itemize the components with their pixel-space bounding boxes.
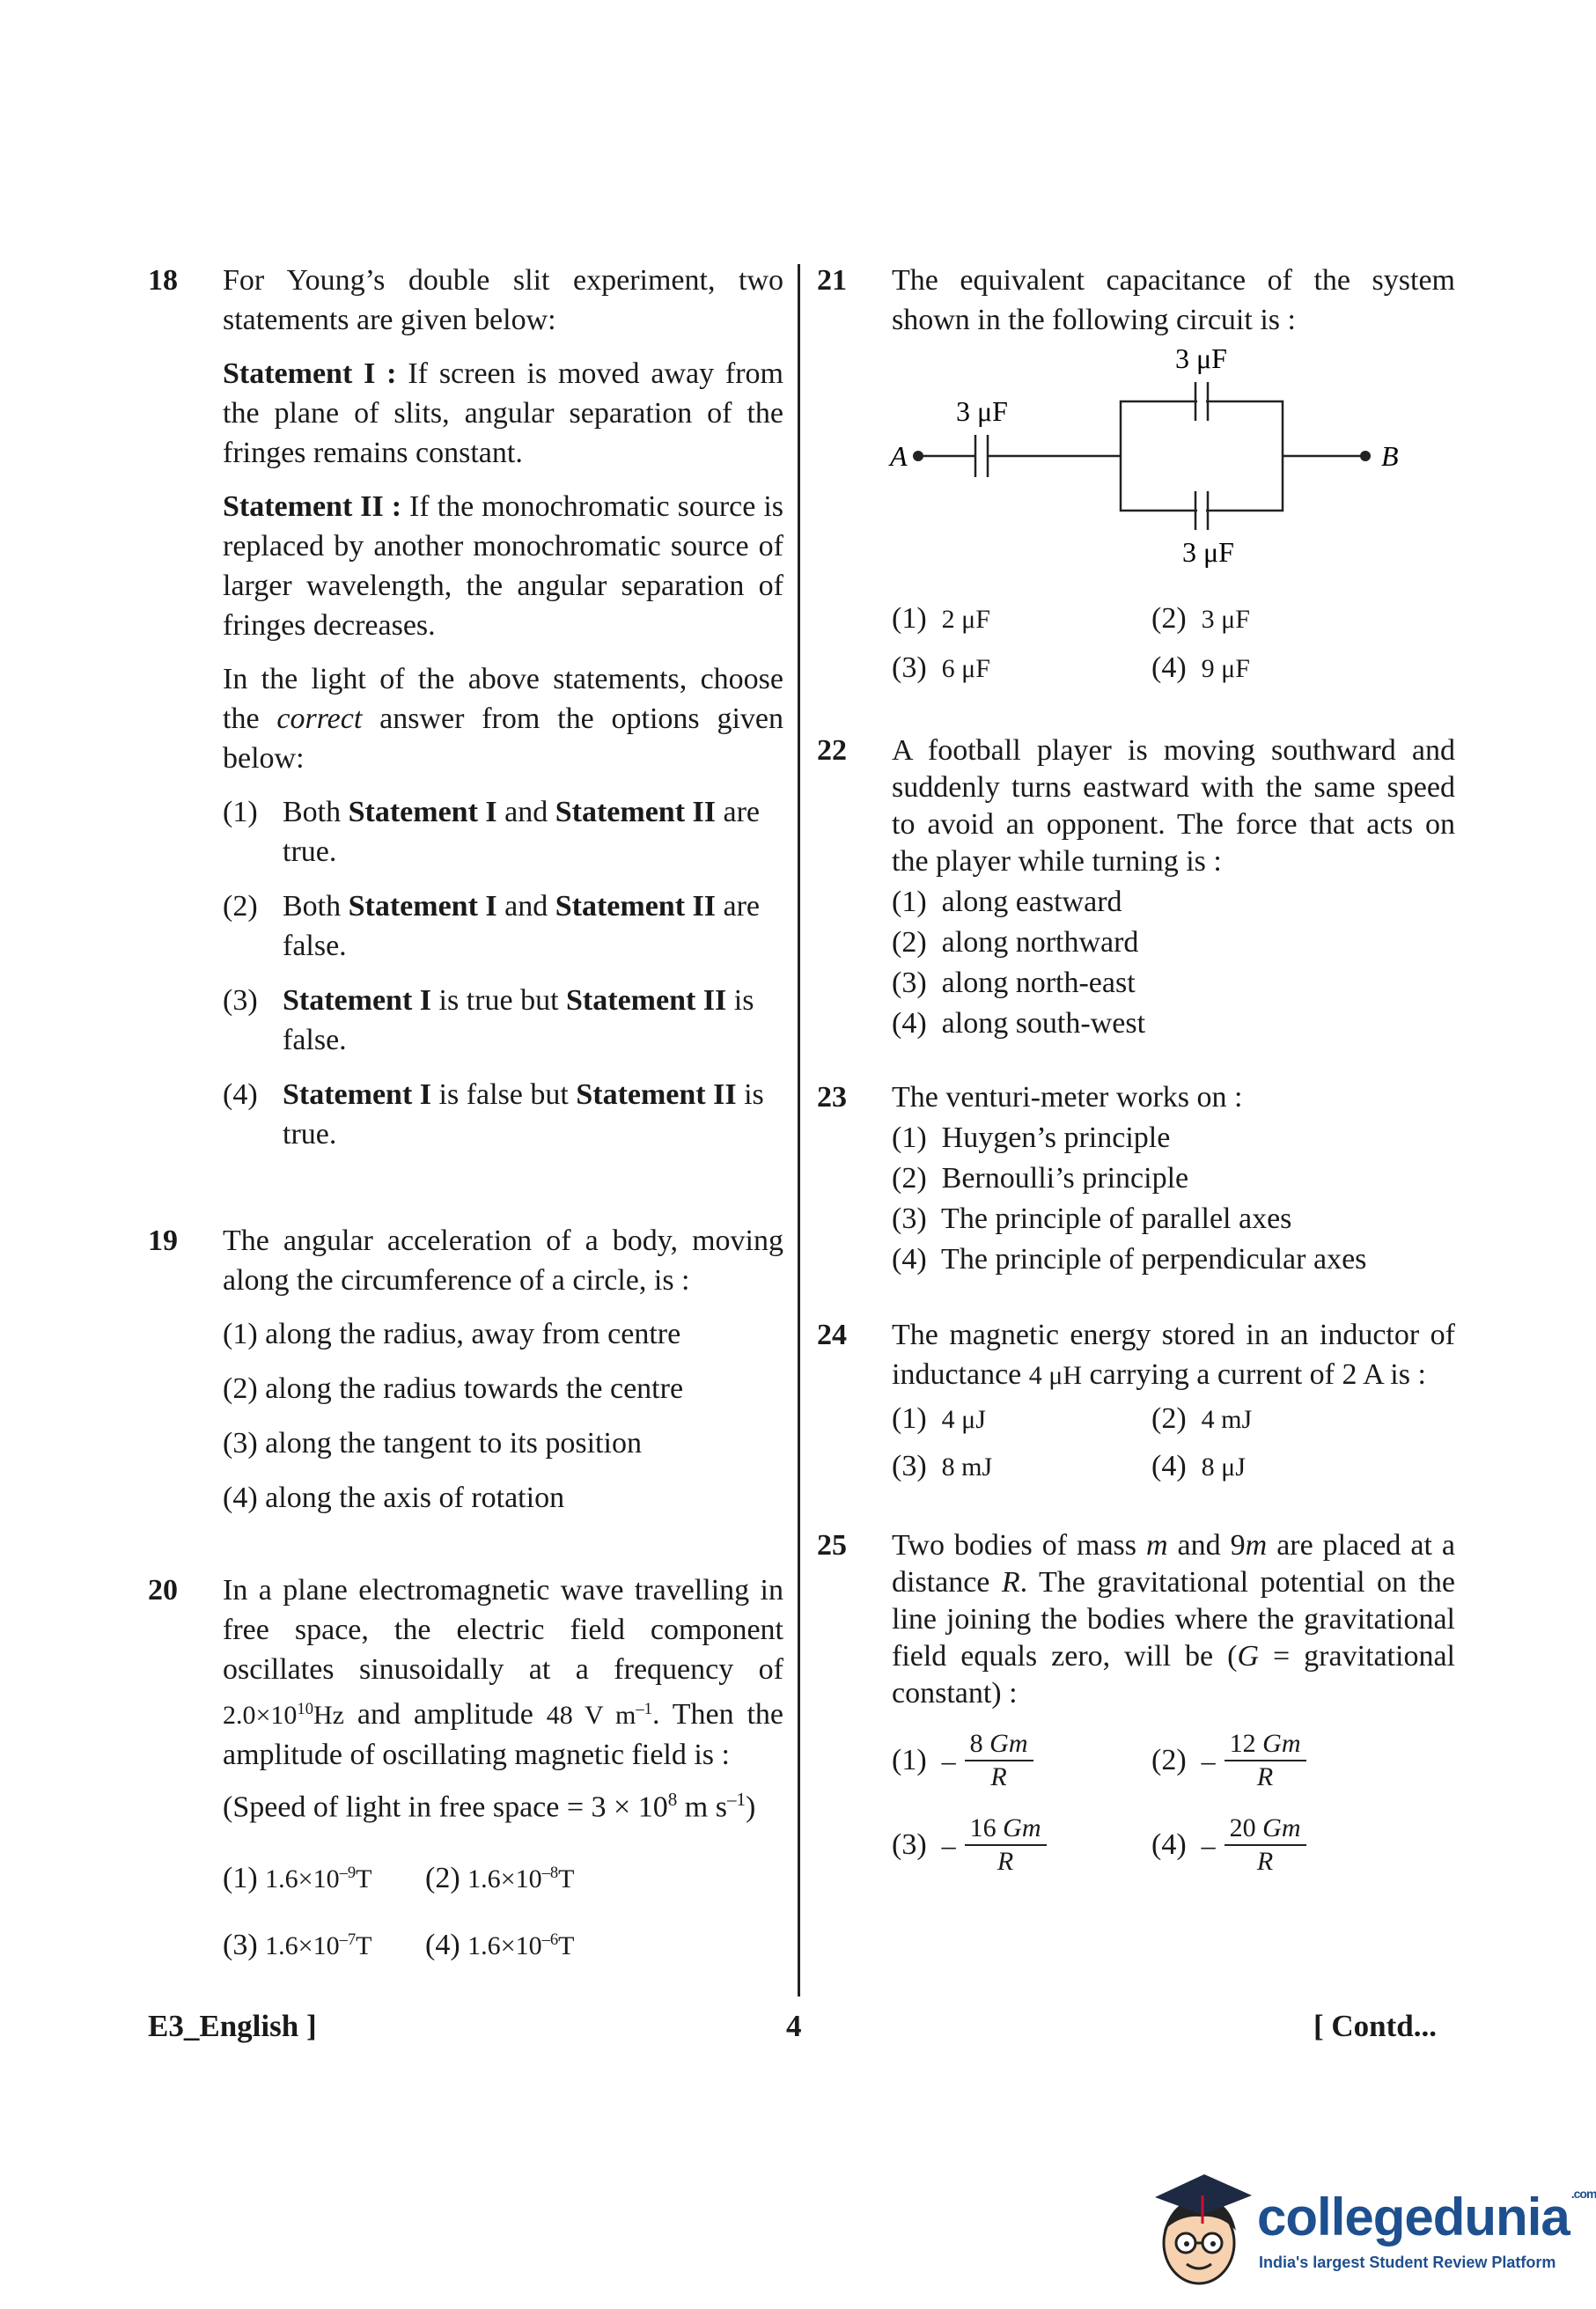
- option-4[interactable]: (4) along the axis of rotation: [223, 1482, 565, 1514]
- speed-of-light-note: (Speed of light in free space = $3 \times 10^8$ m $s^{-1}$): [223, 1789, 756, 1824]
- option-1[interactable]: (1) Huygen’s principle: [892, 1121, 1171, 1154]
- option-1[interactable]: (1) along eastward: [892, 886, 1122, 918]
- question-number: 20: [148, 1574, 178, 1607]
- question-text: In a plane electromagnetic wave travelling in free space, the electric field component oscillates sinusoidally at a frequency of $2.0\times 10^{10}Hz$ and amplitude 48 V $m^{-1}$. Then the amplitude of oscillating magnetic field is :: [223, 1574, 783, 1771]
- collegedunia-logo: [1148, 2162, 1596, 2307]
- bottom-capacitor-label: 3 μF: [1182, 536, 1234, 568]
- option-2[interactable]: (2) $1.6\times 10^{-8}T$: [425, 1862, 575, 1895]
- question-number: 18: [148, 264, 178, 297]
- node-b-label: B: [1381, 440, 1399, 472]
- question-24: [817, 1315, 1455, 1487]
- question-number: 22: [817, 734, 847, 767]
- option-2[interactable]: (2) along the radius towards the centre: [223, 1372, 684, 1405]
- option-3[interactable]: (3) 8 mJ: [892, 1450, 993, 1482]
- question-21: [817, 261, 1455, 688]
- option-2[interactable]: (2) 3 μF: [1151, 602, 1250, 635]
- option-4[interactable]: (4) – $\frac{20 Gm}{R}$: [1151, 1813, 1354, 1878]
- option-3[interactable]: (3) Statement I is true but Statement II is false.: [223, 984, 754, 1056]
- question-19: [148, 1221, 783, 1518]
- option-3[interactable]: (3) 6 μF: [892, 651, 990, 684]
- option-4[interactable]: (4) along south-west: [892, 1007, 1146, 1040]
- node-b-dot: [1360, 451, 1371, 461]
- node-a-label: A: [890, 440, 908, 472]
- question-number: 23: [817, 1081, 847, 1114]
- footer-paper-code: E3_English ]: [148, 2009, 317, 2043]
- option-3[interactable]: (3) The principle of parallel axes: [892, 1202, 1292, 1235]
- option-3[interactable]: (3) – $\frac{16 Gm}{R}$: [892, 1813, 1151, 1878]
- question-25: [817, 1527, 1455, 1878]
- mascot-icon: [1148, 2162, 1254, 2294]
- footer-continued: [ Contd...: [1313, 2009, 1438, 2043]
- question-text: For Young’s double slit experiment, two statements are given below:: [223, 264, 783, 336]
- option-1[interactable]: (1) 4 μJ: [892, 1402, 986, 1435]
- question-number: 25: [817, 1529, 847, 1562]
- option-2[interactable]: (2) Both Statement I and Statement II are false.: [223, 890, 761, 962]
- logo-tagline: India's largest Student Review Platform: [1259, 2254, 1556, 2271]
- option-1[interactable]: (1) 2 μF: [892, 602, 990, 635]
- option-3[interactable]: (3) along the tangent to its position: [223, 1427, 642, 1460]
- top-capacitor-label: 3 μF: [1175, 342, 1227, 374]
- question-text: Two bodies of mass m and 9m are placed at a distance R. The gravitational potential on the line joining the bodies where the gravitational field equals zero, will be (G = gravitational constant) :: [892, 1529, 1456, 1710]
- option-1[interactable]: (1) along the radius, away from centre: [223, 1318, 681, 1350]
- question-number: 24: [817, 1319, 847, 1351]
- statement-1: Statement I : If screen is moved away from the plane of slits, angular separation of the fringes remains constant.: [223, 357, 784, 469]
- question-text: The magnetic energy stored in an inductor of inductance 4 μH carrying a current of 2 A is :: [892, 1319, 1455, 1391]
- question-text: A football player is moving southward and suddenly turns eastward with the same speed to avoid an opponent. The force that acts on the player while turning is :: [892, 734, 1455, 878]
- left-column: [148, 261, 783, 1974]
- option-3[interactable]: (3) $1.6\times 10^{-7}T$: [223, 1929, 372, 1962]
- option-2[interactable]: (2) along northward: [892, 926, 1139, 959]
- option-1[interactable]: (1) – $\frac{8 Gm}{R}$: [892, 1728, 1151, 1793]
- node-a-dot: [913, 451, 923, 461]
- option-3[interactable]: (3) along north-east: [892, 967, 1136, 999]
- capacitor-circuit-diagram: [883, 340, 1446, 595]
- logo-wordmark: collegedunia: [1257, 2188, 1570, 2246]
- question-text: The equivalent capacitance of the system shown in the following circuit is :: [892, 264, 1455, 336]
- option-2[interactable]: (2) 4 mJ: [1151, 1402, 1253, 1435]
- option-2[interactable]: (2) – $\frac{12 Gm}{R}$: [1151, 1728, 1354, 1793]
- option-4[interactable]: (4) 9 μF: [1151, 651, 1250, 684]
- statement-2: Statement II : If the monochromatic source is replaced by another monochromatic source of larger wavelength, the angular separation of fringes decreases.: [223, 490, 783, 642]
- question-20: [148, 1570, 783, 1966]
- option-1[interactable]: (1) Both Statement I and Statement II are true.: [223, 796, 761, 868]
- right-column: [817, 261, 1455, 1886]
- option-4[interactable]: (4) 8 μJ: [1151, 1450, 1246, 1482]
- question-number: 21: [817, 264, 847, 297]
- question-23: [817, 1079, 1455, 1278]
- option-4[interactable]: (4) The principle of perpendicular axes: [892, 1243, 1367, 1276]
- option-4[interactable]: (4) $1.6\times 10^{-6}T$: [425, 1929, 575, 1962]
- instruction-text: In the light of the above statements, choose the correct answer from the options given below:: [223, 663, 784, 775]
- option-2[interactable]: (2) Bernoulli’s principle: [892, 1162, 1189, 1195]
- option-1[interactable]: (1) $1.6\times 10^{-9}T$: [223, 1862, 372, 1895]
- series-capacitor-label: 3 μF: [956, 395, 1008, 427]
- question-18: [148, 261, 783, 1154]
- question-22: [817, 732, 1455, 1042]
- question-number: 19: [148, 1224, 178, 1257]
- footer-page-number: 4: [786, 2009, 802, 2043]
- question-text: The angular acceleration of a body, moving along the circumference of a circle, is :: [223, 1224, 783, 1297]
- column-divider: [798, 264, 800, 1996]
- question-text: The venturi-meter works on :: [892, 1081, 1243, 1114]
- option-4[interactable]: (4) Statement I is false but Statement II is true.: [223, 1078, 764, 1151]
- logo-suffix: .com: [1570, 2187, 1596, 2201]
